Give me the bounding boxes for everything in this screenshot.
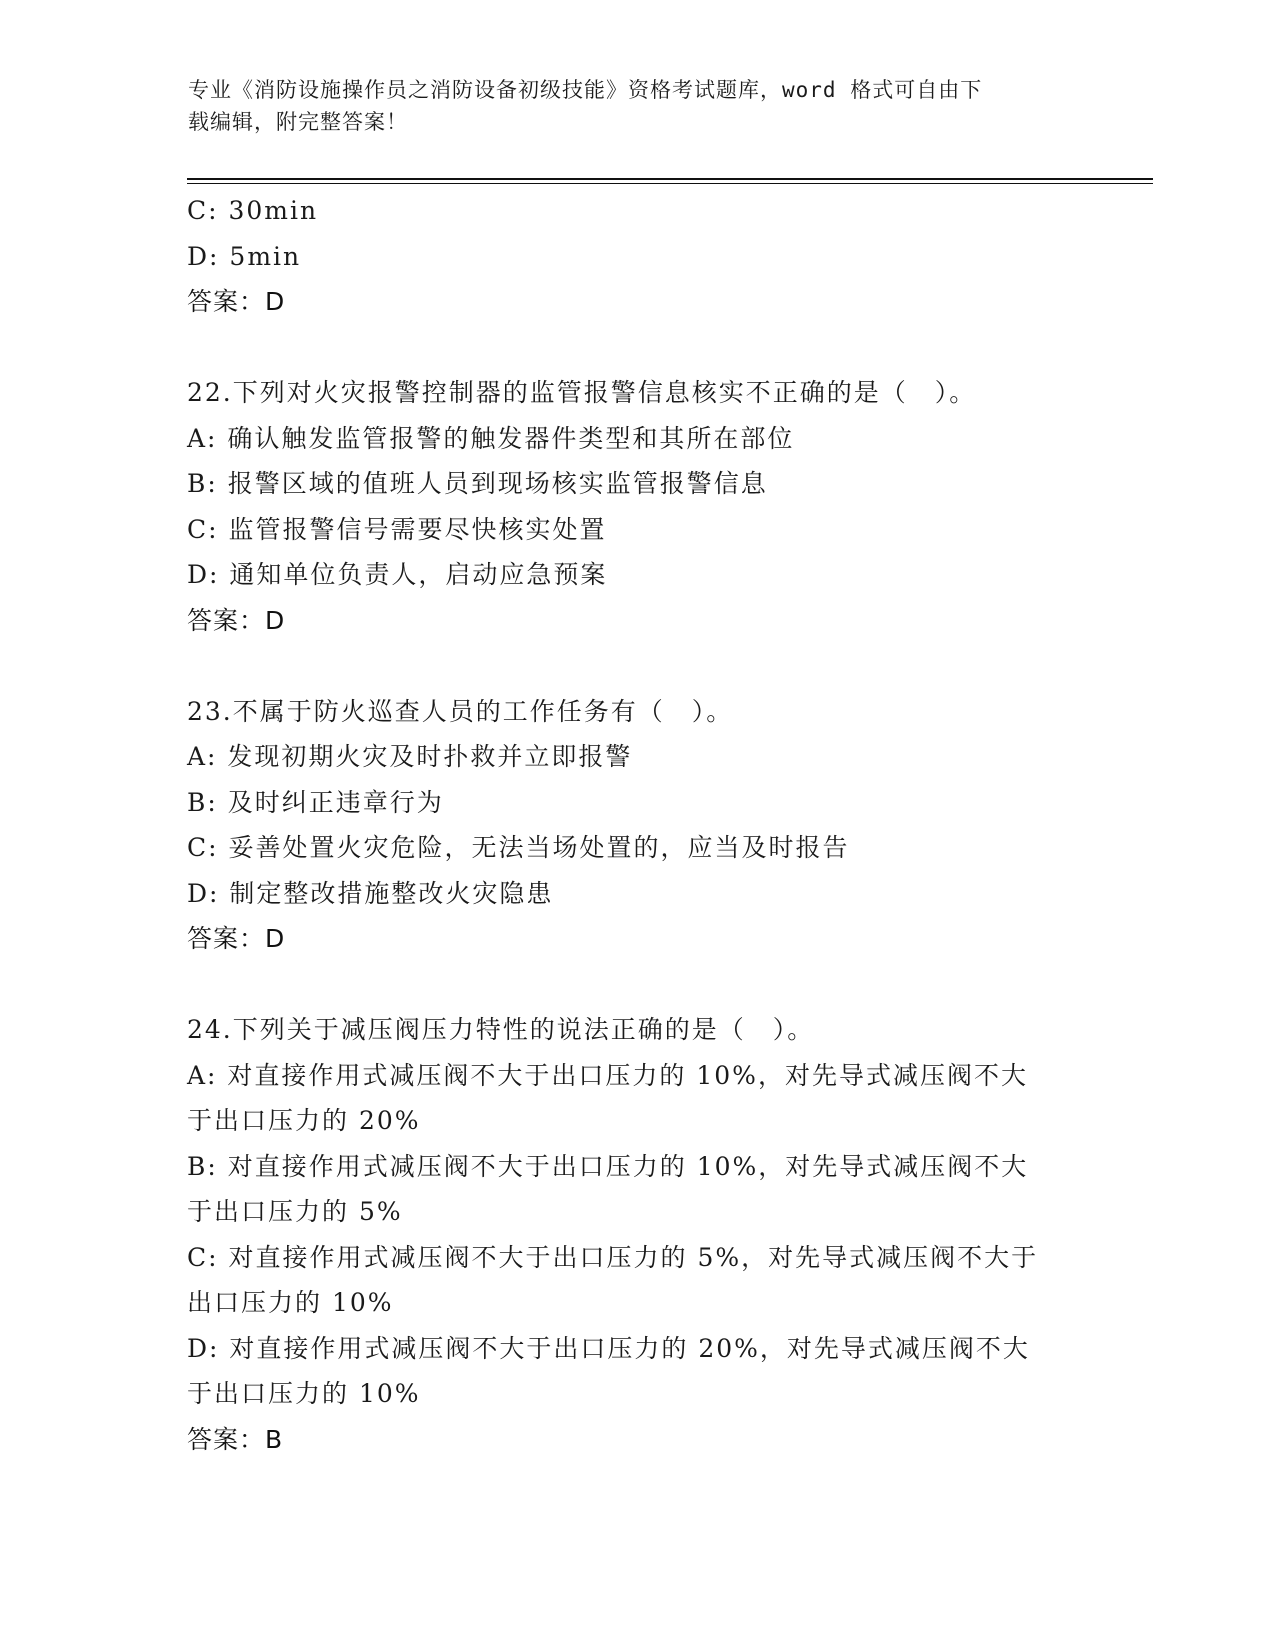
question-content <box>187 188 1087 1462</box>
option-b-line-2: 于出口压力的 5% <box>187 1197 403 1226</box>
answer-line: 答案：D <box>187 924 286 953</box>
answer-line: 答案：D <box>187 287 286 316</box>
option-d: D: 制定整改措施整改火灾隐患 <box>187 878 554 908</box>
spacer <box>187 962 1087 1008</box>
option-d-line-2: 于出口压力的 10% <box>187 1379 421 1408</box>
option-a-line-1: A: 对直接作用式减压阀不大于出口压力的 10%，对先导式减压阀不大 <box>187 1060 1028 1090</box>
question-stem: 22.下列对火灾报警控制器的监管报警信息核实不正确的是（ ）。 <box>187 378 977 407</box>
question-22 <box>187 370 1087 643</box>
option-d-line-1: D: 对直接作用式减压阀不大于出口压力的 20%，对先导式减压阀不大 <box>187 1333 1030 1363</box>
header-line-2: 载编辑，附完整答案！ <box>188 110 408 134</box>
option-b: B: 报警区域的值班人员到现场核实监管报警信息 <box>187 469 768 498</box>
question-24 <box>187 1007 1087 1462</box>
question-stem: 23.不属于防火巡查人员的工作任务有（ ）。 <box>187 696 734 726</box>
option-a: A: 确认触发监管报警的触发器件类型和其所在部位 <box>187 423 795 453</box>
option-c-line-2: 出口压力的 10% <box>187 1288 394 1317</box>
question-23 <box>187 689 1087 962</box>
answer-line: 答案：B <box>187 1424 284 1454</box>
option-c: C: 监管报警信号需要尽快核实处置 <box>187 514 607 544</box>
spacer <box>187 325 1087 371</box>
document-header <box>188 74 1068 138</box>
option-b: B: 及时纠正违章行为 <box>187 787 444 817</box>
option-a-line-2: 于出口压力的 20% <box>187 1106 421 1135</box>
header-divider-thin <box>187 183 1153 184</box>
option-d: D: 5min <box>187 241 302 271</box>
answer-line: 答案：D <box>187 605 286 635</box>
option-c: C: 妥善处置火灾危险，无法当场处置的，应当及时报告 <box>187 833 850 862</box>
option-b-line-1: B: 对直接作用式减压阀不大于出口压力的 10%，对先导式减压阀不大 <box>187 1151 1029 1181</box>
spacer <box>187 643 1087 689</box>
header-line-1: 专业《消防设施操作员之消防设备初级技能》资格考试题库，word 格式可自由下 <box>188 78 983 102</box>
question-stem: 24.下列关于减压阀压力特性的说法正确的是（ ）。 <box>187 1015 815 1044</box>
option-a: A: 发现初期火灾及时扑救并立即报警 <box>187 742 633 771</box>
header-divider-thick <box>187 178 1153 180</box>
option-d: D: 通知单位负责人，启动应急预案 <box>187 560 608 589</box>
option-c-line-1: C: 对直接作用式减压阀不大于出口压力的 5%，对先导式减压阀不大于 <box>187 1242 1039 1272</box>
option-c: C: 30min <box>187 196 319 225</box>
previous-question-tail <box>187 188 1087 325</box>
